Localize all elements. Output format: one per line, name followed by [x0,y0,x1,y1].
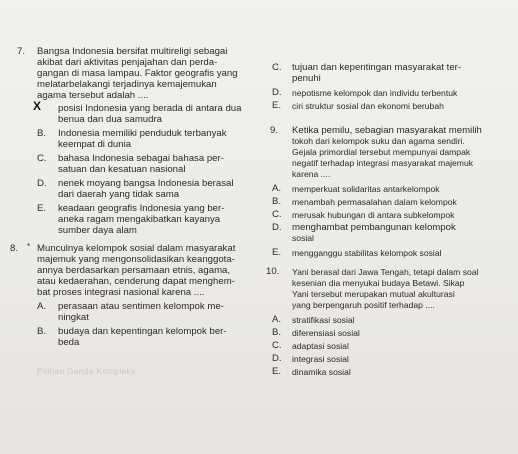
question-stem-line: atau kedaerahan, cenderung dapat menghem- [37,276,235,287]
question-stem-line: Bangsa Indonesia bersifat multireligi sebagai [37,46,228,57]
option-letter: B. [37,326,47,337]
option-line: sosial [292,233,314,243]
option-line: integrasi sosial [292,354,349,364]
section-heading-faded: Pilihan Ganda Kompleks [37,367,136,376]
question-stem-line: melatarbelakangi terjadinya kemajemukan [37,79,217,90]
question-number: 8. [10,243,19,254]
option-line: perasaan atau sentimen kelompok me- [58,301,224,312]
option-letter: D. [37,178,47,189]
question-stem-line: majemuk yang mengonsolidasikan keanggota- [37,254,235,265]
option-line: memperkuat solidaritas antarkelompok [292,184,440,194]
option-letter: A. [272,183,282,194]
question-stem-line: yang berpengaruh positif terhadap .... [292,300,435,310]
question-number: 7. [17,46,26,57]
question-stem-line: Ketika pemilu, sebagian masyarakat memilih [292,125,482,136]
option-letter: B. [272,196,282,207]
option-line: dari daerah yang tidak sama [58,189,180,200]
option-line: stratifikasi sosial [292,315,355,325]
option-line: Indonesia memiliki penduduk terbanyak [58,128,227,139]
option-letter: B. [37,128,47,139]
option-line: nenek moyang bangsa Indonesia berasal [58,178,234,189]
option-line: sumber daya alam [58,225,137,236]
option-line: budaya dan kepentingan kelompok ber- [58,326,227,337]
option-letter: C. [272,62,282,73]
option-letter: A. [272,314,282,325]
question-number: 9. [270,125,279,136]
option-line: penuhi [292,73,321,84]
option-letter: E. [272,100,282,111]
question-stem-line: agama tersebut adalah .... [37,90,149,101]
option-line: posisi Indonesia yang berada di antara dua [58,103,242,114]
option-line: ningkat [58,312,89,323]
question-stem-line: negatif terhadap integrasi masyarakat majemuk [292,158,474,168]
option-line: diferensiasi sosial [292,328,360,338]
option-line: menghambat pembangunan kelompok [292,222,456,233]
question-stem-line: Yani tersebut merupakan mutual akulturasi [292,289,455,299]
option-line: nepotisme kelompok dan individu terbentuk [292,88,458,98]
option-line: merusak hubungan di antara subkelompok [292,210,455,220]
question-stem-line: gangan di masa lampau. Faktor geografis yang [37,68,238,79]
question-number: 10. [266,266,280,277]
option-letter: E. [37,203,47,214]
option-letter: D. [272,87,282,98]
option-line: aneka ragam mengakibatkan kayanya [58,214,221,225]
option-letter: D. [272,353,282,364]
answer-x-mark: X [33,99,42,113]
option-line: keempat di dunia [58,139,132,150]
option-line: mengganggu stabilitas kelompok sosial [292,248,442,258]
option-letter: D. [272,222,282,233]
option-line: adaptasi sosial [292,341,349,351]
option-letter: E. [272,366,282,377]
option-line: tujuan dan kepentingan masyarakat ter- [292,62,462,73]
option-letter: C. [37,153,47,164]
option-letter: C. [272,340,282,351]
option-line: ciri struktur sosial dan ekonomi berubah [292,101,444,111]
option-line: benua dan dua samudra [58,114,163,125]
question-stem-line: kesenian dia menyukai budaya Betawi. Sikap [292,278,465,288]
option-line: dinamika sosial [292,367,351,377]
option-letter: E. [272,247,282,258]
star-mark: * [27,242,31,251]
option-line: beda [58,337,80,348]
question-stem-line: Yani berasal dari Jawa Tengah, tetapi dalam soal [292,267,479,277]
option-letter: B. [272,327,282,338]
question-stem-line: Munculnya kelompok sosial dalam masyarakat [37,243,236,254]
question-stem-line: annya berdasarkan persamaan etnis, agama, [37,265,231,276]
option-letter: A. [37,301,47,312]
option-line: satuan dan kesatuan nasional [58,164,186,175]
question-stem-line: tokoh dari kelompok suku dan agama sendiri. [292,136,465,146]
option-letter: C. [272,209,282,220]
option-line: keadaan geografis Indonesia yang ber- [58,203,225,214]
question-stem-line: akibat dari aktivitas penjajahan dan perda- [37,57,218,68]
question-stem-line: karena .... [292,169,331,179]
question-stem-line: bat proses integrasi nasional karena .... [37,287,205,298]
option-line: bahasa Indonesia sebagai bahasa per- [58,153,224,164]
question-stem-line: Gejala primordial tersebut mempunyai dampak [292,147,471,157]
option-line: menambah permasalahan dalam kelompok [292,197,457,207]
